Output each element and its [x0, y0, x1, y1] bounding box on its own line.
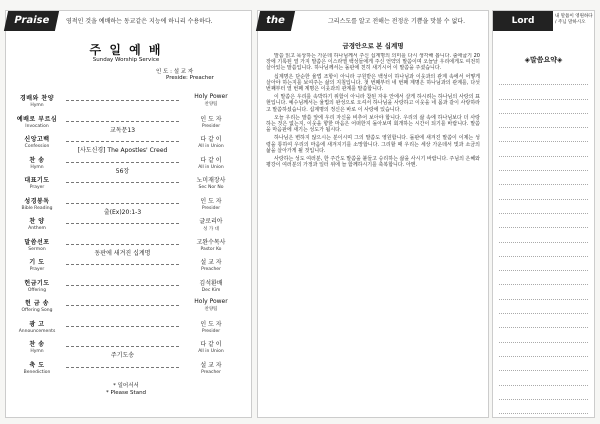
note-line[interactable] [499, 85, 588, 99]
item-label-en: Announcements [18, 328, 56, 334]
stand-note [96, 383, 156, 397]
item-label [14, 339, 60, 354]
item-label-en: Confession [24, 144, 50, 149]
item-label [14, 298, 60, 313]
item-detail-text [120, 229, 126, 236]
item-label-ko: 찬 송 [29, 156, 45, 164]
leader-label: 인 도 : 설 교 자 [156, 69, 194, 75]
lord-tag: Lord [493, 11, 553, 31]
note-line[interactable] [499, 328, 588, 342]
note-line[interactable] [499, 285, 588, 299]
item-detail-text [120, 332, 126, 339]
meditation-title: 금경안으로 본 십계명 [342, 42, 404, 50]
note-line[interactable] [499, 357, 588, 371]
item-leader-en: Pastor Ko [200, 246, 222, 252]
item-detail-text: 56장 [113, 168, 132, 175]
meditation-body [266, 53, 480, 409]
item-detail [66, 178, 179, 186]
item-detail-text: 출(Ex)20:1-3 [101, 209, 144, 216]
item-leader [179, 339, 243, 354]
item-label-ko: 성경봉독 [24, 197, 50, 205]
item-label-ko: 찬 송 [29, 341, 45, 348]
note-line[interactable] [499, 371, 588, 385]
note-line[interactable] [499, 142, 588, 156]
item-label-en: Anthem [28, 226, 46, 231]
item-label-en: Hymn [30, 164, 44, 170]
dashed-leader [66, 367, 179, 368]
item-detail-text: 교독문13 [107, 127, 138, 134]
note-line[interactable] [499, 314, 588, 328]
item-label-en: Hymn [30, 103, 44, 108]
item-label-ko: 헌 금 송 [24, 300, 50, 307]
item-leader-en: 성 가 대 [203, 227, 219, 232]
item-leader-ko: 다 같 이 [200, 156, 222, 164]
item-detail-text: 동판에 새겨진 십계명 [92, 250, 154, 257]
item-detail [66, 199, 179, 216]
item-label-en: Invocation [25, 123, 49, 129]
order-row [14, 298, 243, 318]
item-leader-en: Preacher [201, 267, 221, 272]
item-detail-text [120, 373, 126, 380]
meditation-paragraph: 오늘 우리는 말씀 앞에 우리 자신을 비추어 보아야 합니다. 우리의 삶 속에 하나님보다 더 사랑하는 것은 없는지, 이웃을 향한 마음은 어떠한지 돌아보며 회개하는 시간이 되기를 바랍니다. 말씀을 마음판에 새기는 성도가 됩시다. [266, 114, 480, 134]
item-label [14, 216, 60, 231]
item-detail-text [120, 188, 126, 195]
item-leader [179, 319, 243, 334]
item-leader-en: Presider [201, 205, 221, 211]
summary-panel [492, 10, 595, 418]
item-leader-en: 찬양팀 [204, 307, 218, 312]
dashed-leader [66, 326, 179, 327]
item-detail [66, 117, 179, 134]
item-label-ko: 찬 양 [29, 218, 45, 225]
item-label-en: Prayer [29, 185, 45, 190]
item-leader-ko: 글로리아 [199, 218, 223, 225]
item-label [14, 114, 60, 129]
item-label-ko: 헌금기도 [24, 279, 50, 287]
item-leader [179, 134, 243, 149]
note-line[interactable] [499, 200, 588, 214]
order-row [14, 114, 243, 134]
item-label [14, 360, 60, 375]
item-detail [66, 219, 179, 227]
dashed-leader [66, 182, 179, 183]
note-line[interactable] [499, 300, 588, 314]
item-label-ko: 경배와 찬양 [19, 95, 55, 102]
item-leader-ko: 노미재장사 [196, 177, 226, 184]
dashed-leader [66, 264, 179, 265]
note-line[interactable] [499, 71, 588, 85]
item-label-ko: 광 고 [29, 320, 45, 328]
page-subtitle: Sunday Worship Service [92, 57, 160, 63]
item-label [14, 196, 60, 211]
order-row [14, 196, 243, 216]
item-leader-en: All in Union [198, 349, 224, 354]
item-label [14, 278, 60, 293]
item-leader [179, 278, 243, 293]
note-line[interactable] [499, 114, 588, 128]
order-row [14, 360, 243, 380]
item-label-en: Hymn [30, 349, 44, 354]
item-leader-ko: 김석환배 [199, 279, 223, 287]
item-leader-ko: 인 도 자 [200, 115, 222, 123]
the-tag: the [256, 11, 295, 31]
item-leader-en: Presider [201, 123, 221, 129]
order-row [14, 175, 243, 195]
item-detail [66, 137, 179, 154]
item-leader [179, 93, 243, 107]
order-row [14, 278, 243, 298]
note-line[interactable] [499, 257, 588, 271]
order-row [14, 155, 243, 175]
item-label-en: Benediction [23, 369, 51, 375]
item-leader-en: Presider [201, 328, 221, 334]
item-leader-ko: Holy Power [194, 298, 228, 305]
item-leader [179, 237, 243, 252]
item-leader-ko: 설 교 자 [200, 361, 222, 369]
item-detail [66, 301, 179, 309]
item-leader [179, 257, 243, 272]
item-detail [66, 260, 179, 268]
note-line[interactable] [499, 100, 588, 114]
note-line[interactable] [499, 343, 588, 357]
item-detail-text [120, 270, 126, 277]
note-line[interactable] [499, 271, 588, 285]
item-leader-en: Dec Kim [201, 287, 221, 293]
item-leader-en: All in Union [198, 144, 224, 149]
meditation-panel [257, 10, 489, 418]
item-detail [66, 342, 179, 359]
dashed-leader [66, 162, 179, 163]
item-leader [179, 298, 243, 312]
item-label [14, 237, 60, 252]
note-line[interactable] [499, 400, 588, 414]
item-detail [66, 158, 179, 175]
item-label-en: Offering Song [21, 308, 53, 313]
item-label [14, 155, 60, 170]
order-row [14, 216, 243, 236]
item-label-en: Offering [27, 287, 47, 293]
dashed-leader [66, 285, 179, 286]
item-label-ko: 예배로 부르심 [16, 115, 58, 123]
item-label-en: Bible Reading [21, 205, 53, 211]
meditation-paragraph: 하나님은 변하지 않으시는 분이시며 그의 말씀도 영원합니다. 돌판에 새겨진 말씀이 이제는 성령을 통하여 우리의 마음에 새겨지기를 소망합니다. 그리할 때 우리는 세상 가운데서 빛과 소금의 삶을 살아가게 될 것입니다. [266, 135, 480, 154]
item-label-ko: 기 도 [29, 259, 45, 266]
item-label [14, 257, 60, 272]
stand-note-en: * Please Stand [105, 390, 147, 396]
meditation-paragraph: 이 말씀은 우리를 속박하기 위함이 아니라 참된 자유 안에서 살게 하시려는 하나님의 사랑의 표현입니다. 예수님께서는 율법의 완성으로 오셔서 하나님을 사랑하고 이웃을 네 몸과 같이 사랑하라고 말씀하셨습니다. 십계명의 정신은 바로 이 사랑에 있습니다. [266, 94, 480, 113]
note-line[interactable] [499, 243, 588, 257]
meditation-paragraph: 십계명은 단순한 율법 조항이 아니라 구원받은 백성이 하나님과 이웃과의 관계 속에서 어떻게 살아야 하는지를 보여주는 삶의 지침입니다. 첫 번째부터 네 번째 계명은 하나님과의 관계를, 다섯 번째부터 열 번째 계명은 이웃과의 관계를 말씀합니다. [266, 73, 480, 93]
dashed-leader [66, 141, 179, 142]
item-leader [179, 155, 243, 170]
panel2-motto: 그리스도를 알고 전해는 전정운 기쁨을 맛볼 수 없다. [328, 18, 465, 25]
order-row [14, 134, 243, 154]
note-line[interactable] [499, 171, 588, 185]
dashed-leader [66, 223, 179, 224]
item-leader-ko: Holy Power [194, 93, 228, 100]
item-leader-en: All in Union [198, 164, 224, 170]
note-line[interactable] [499, 157, 588, 171]
stand-note-ko: * 일어서서 [113, 383, 139, 389]
item-detail-text [120, 291, 126, 298]
item-detail-text: [사도신경] The Apostles' Creed [75, 147, 171, 154]
note-line[interactable] [499, 386, 588, 400]
item-detail [66, 322, 179, 330]
item-detail [66, 240, 179, 257]
meditation-paragraph: 사랑하는 성도 여러분, 한 주간도 말씀을 붙들고 승리하는 삶을 사시기 바랍니다. 주님의 은혜와 평강이 여러분의 가정과 일터 위에 늘 함께하시기를 축복합니다. 아멘. [266, 156, 480, 169]
item-label-ko: 말씀선포 [24, 238, 50, 246]
note-line[interactable] [499, 214, 588, 228]
item-leader-ko: 설 교 자 [200, 259, 222, 266]
meditation-paragraph: 말씀 읽고 묵상하는 가운데 하나님께서 주신 십계명의 의미를 다시 생각해 봅니다. 출애굽기 20장에 기록된 열 가지 말씀은 이스라엘 백성들에게 주신 언약의 말씀이며 오늘날 우리에게도 여전히 살아있는 말씀입니다. 하나님께서는 돌판에 친히 새기시어 이 말씀을 주셨습니다. [266, 53, 480, 72]
praise-tag: Praise [4, 11, 59, 31]
item-leader [179, 360, 243, 375]
dashed-leader [66, 305, 179, 306]
note-line[interactable] [499, 228, 588, 242]
dashed-leader [66, 203, 179, 204]
item-leader-en: Preacher [201, 369, 221, 375]
item-detail [66, 96, 179, 104]
item-detail-text [120, 106, 126, 113]
page-title: 주 일 예 배 [89, 43, 163, 57]
item-leader [179, 216, 243, 232]
item-label-en: Sermon [28, 246, 46, 252]
panel1-motto: 영적인 것을 예배하는 동교같은 지능에 하니리 수용하다. [66, 18, 213, 25]
order-of-service [14, 93, 243, 383]
item-leader [179, 114, 243, 129]
notes-area[interactable] [499, 71, 588, 407]
item-leader-ko: 인 도 자 [200, 197, 222, 205]
leader-label-en: Preside: Preacher [166, 75, 214, 81]
dashed-leader [66, 121, 179, 122]
item-label-en: Prayer [29, 267, 45, 272]
item-leader-ko: 인 도 자 [200, 320, 222, 328]
item-leader [179, 175, 243, 190]
item-label-ko: 축 도 [29, 361, 45, 369]
item-label [14, 134, 60, 149]
item-detail [66, 363, 179, 371]
dashed-leader [66, 100, 179, 101]
note-line[interactable] [499, 128, 588, 142]
order-row [14, 257, 243, 277]
item-detail [66, 281, 179, 289]
item-label [14, 319, 60, 334]
order-row [14, 93, 243, 113]
dashed-leader [66, 244, 179, 245]
item-detail-text [120, 311, 126, 318]
order-row [14, 319, 243, 339]
item-leader [179, 196, 243, 211]
summary-heading: ◈말씀요약◈ [524, 56, 563, 64]
item-detail-text: 주기도송 [108, 352, 137, 359]
item-leader-ko: 다 같 이 [200, 341, 222, 348]
item-label [14, 175, 60, 190]
worship-order-panel [5, 10, 252, 418]
lord-note: 내 말씀이 영원하다 / 주님 말하시오 [555, 14, 593, 25]
item-label-ko: 대표기도 [24, 177, 50, 184]
item-leader-en: Sec Nor No [198, 185, 224, 190]
item-label-ko: 신앙고백 [24, 136, 50, 143]
note-line[interactable] [499, 185, 588, 199]
item-leader-en: 찬양팀 [204, 102, 218, 107]
order-row [14, 339, 243, 359]
dashed-leader [66, 346, 179, 347]
item-leader-ko: 고완수목사 [196, 238, 226, 246]
item-leader-ko: 다 같 이 [200, 136, 222, 143]
order-row [14, 237, 243, 257]
item-label [14, 93, 60, 108]
